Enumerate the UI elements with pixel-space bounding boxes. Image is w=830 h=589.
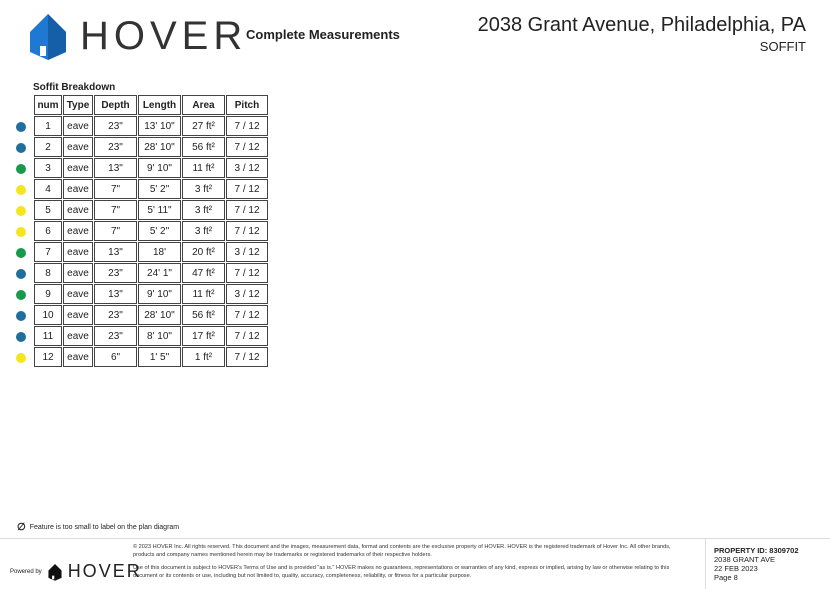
cell-num: 2	[34, 137, 62, 157]
cell-depth: 7"	[94, 221, 137, 241]
cell-pitch: 7 / 12	[226, 200, 268, 220]
cell-type: eave	[63, 263, 93, 283]
cell-type: eave	[63, 305, 93, 325]
property-info	[705, 539, 799, 589]
cell-pitch: 7 / 12	[226, 305, 268, 325]
powered-by	[10, 561, 142, 582]
cell-pitch: 3 / 12	[226, 284, 268, 304]
cell-num: 5	[34, 200, 62, 220]
property-address: 2038 Grant Avenue, Philadelphia, PA	[477, 14, 806, 36]
cell-length: 1' 5"	[138, 347, 181, 367]
cell-type: eave	[63, 200, 93, 220]
cell-pitch: 3 / 12	[226, 158, 268, 178]
cell-num: 6	[34, 221, 62, 241]
table-row	[34, 200, 268, 220]
cell-length: 9' 10"	[138, 284, 181, 304]
cell-pitch: 7 / 12	[226, 116, 268, 136]
cell-num: 8	[34, 263, 62, 283]
section-title: SOFFIT	[759, 39, 806, 54]
cell-depth: 23"	[94, 263, 137, 283]
table-row	[34, 242, 268, 262]
facet-color-dot	[16, 290, 26, 300]
cell-depth: 23"	[94, 116, 137, 136]
house-logo-icon	[26, 12, 70, 60]
cell-depth: 13"	[94, 158, 137, 178]
table-row	[34, 284, 268, 304]
cell-area: 56 ft²	[182, 137, 225, 157]
cell-depth: 7"	[94, 200, 137, 220]
cell-depth: 23"	[94, 137, 137, 157]
cell-num: 11	[34, 326, 62, 346]
table-row	[34, 221, 268, 241]
empty-set-icon: ∅	[17, 522, 26, 533]
facet-color-dot	[16, 122, 26, 132]
cell-num: 12	[34, 347, 62, 367]
cell-type: eave	[63, 116, 93, 136]
table-row	[34, 158, 268, 178]
cell-type: eave	[63, 179, 93, 199]
small-feature-note	[17, 522, 179, 533]
cell-pitch: 7 / 12	[226, 326, 268, 346]
cell-area: 17 ft²	[182, 326, 225, 346]
facet-color-dot	[16, 269, 26, 279]
brand-name: HOVER	[80, 13, 248, 58]
table-row	[34, 305, 268, 325]
table-row	[34, 347, 268, 367]
property-street: 2038 GRANT AVE	[714, 555, 776, 564]
cell-pitch: 7 / 12	[226, 137, 268, 157]
column-header: Area	[182, 95, 225, 115]
cell-area: 11 ft²	[182, 158, 225, 178]
facet-color-dot	[16, 353, 26, 363]
powered-by-label: Powered by	[10, 568, 42, 575]
cell-area: 3 ft²	[182, 179, 225, 199]
table-row	[34, 116, 268, 136]
cell-type: eave	[63, 221, 93, 241]
cell-depth: 7"	[94, 179, 137, 199]
cell-length: 28' 10"	[138, 305, 181, 325]
cell-area: 11 ft²	[182, 284, 225, 304]
cell-type: eave	[63, 242, 93, 262]
facet-color-dot	[16, 332, 26, 342]
hover-logo	[26, 12, 247, 60]
table-row	[34, 326, 268, 346]
cell-length: 5' 2"	[138, 179, 181, 199]
table-row	[34, 263, 268, 283]
facet-color-dot	[16, 206, 26, 216]
cell-length: 13' 10"	[138, 116, 181, 136]
cell-depth: 23"	[94, 326, 137, 346]
property-id: PROPERTY ID: 8309702	[714, 546, 799, 555]
column-header: Type	[63, 95, 93, 115]
cell-length: 18'	[138, 242, 181, 262]
column-header: num	[34, 95, 62, 115]
page-number: Page 8	[714, 573, 738, 582]
table-title: Soffit Breakdown	[33, 82, 116, 93]
cell-num: 9	[34, 284, 62, 304]
copyright-text: © 2023 HOVER Inc. All rights reserved. This document and the images, measurement data, format and contents are the exclusive property of HOVER. HOVER is the registered trademark of Hover Inc. All other brands, products and company names mentioned herein may be trademarks or registered trademarks of their respective holders.	[133, 544, 671, 558]
cell-depth: 6"	[94, 347, 137, 367]
column-header: Length	[138, 95, 181, 115]
cell-num: 3	[34, 158, 62, 178]
table-row	[34, 137, 268, 157]
cell-area: 47 ft²	[182, 263, 225, 283]
cell-num: 4	[34, 179, 62, 199]
facet-color-dot	[16, 143, 26, 153]
facet-color-dot	[16, 227, 26, 237]
report-date: 22 FEB 2023	[714, 564, 758, 573]
cell-type: eave	[63, 284, 93, 304]
cell-length: 28' 10"	[138, 137, 181, 157]
cell-depth: 23"	[94, 305, 137, 325]
cell-pitch: 7 / 12	[226, 221, 268, 241]
cell-depth: 13"	[94, 284, 137, 304]
cell-pitch: 3 / 12	[226, 242, 268, 262]
cell-area: 3 ft²	[182, 200, 225, 220]
cell-area: 3 ft²	[182, 221, 225, 241]
footer-brand: HOVER	[67, 561, 142, 581]
table-row	[34, 179, 268, 199]
cell-length: 9' 10"	[138, 158, 181, 178]
cell-area: 27 ft²	[182, 116, 225, 136]
facet-color-dot	[16, 311, 26, 321]
column-header: Pitch	[226, 95, 268, 115]
cell-type: eave	[63, 158, 93, 178]
terms-text: Use of this document is subject to HOVER's Terms of Use and is provided "as is." HOVER makes no guarantees, representations or warranties of any kind, express or implied, arising by law or otherwise relating to this document or its contents or use, including but not limited to, quality, accuracy, completeness, reliability, or fitness for a particular purpose.	[133, 565, 670, 579]
cell-area: 1 ft²	[182, 347, 225, 367]
cell-area: 20 ft²	[182, 242, 225, 262]
cell-length: 5' 2"	[138, 221, 181, 241]
soffit-table	[33, 94, 269, 368]
cell-type: eave	[63, 347, 93, 367]
cell-length: 24' 1"	[138, 263, 181, 283]
cell-length: 5' 11"	[138, 200, 181, 220]
cell-num: 7	[34, 242, 62, 262]
facet-color-dot	[16, 164, 26, 174]
cell-length: 8' 10"	[138, 326, 181, 346]
cell-pitch: 7 / 12	[226, 347, 268, 367]
cell-pitch: 7 / 12	[226, 263, 268, 283]
cell-type: eave	[63, 137, 93, 157]
cell-num: 10	[34, 305, 62, 325]
footer	[0, 538, 830, 588]
house-logo-icon	[47, 563, 63, 581]
cell-pitch: 7 / 12	[226, 179, 268, 199]
facet-color-dot	[16, 185, 26, 195]
column-header: Depth	[94, 95, 137, 115]
cell-area: 56 ft²	[182, 305, 225, 325]
note-text: Feature is too small to label on the plan diagram	[29, 524, 180, 531]
cell-type: eave	[63, 326, 93, 346]
facet-color-dot	[16, 248, 26, 258]
legal-text	[133, 544, 693, 586]
cell-num: 1	[34, 116, 62, 136]
report-subtitle: Complete Measurements	[246, 27, 400, 42]
cell-depth: 13"	[94, 242, 137, 262]
